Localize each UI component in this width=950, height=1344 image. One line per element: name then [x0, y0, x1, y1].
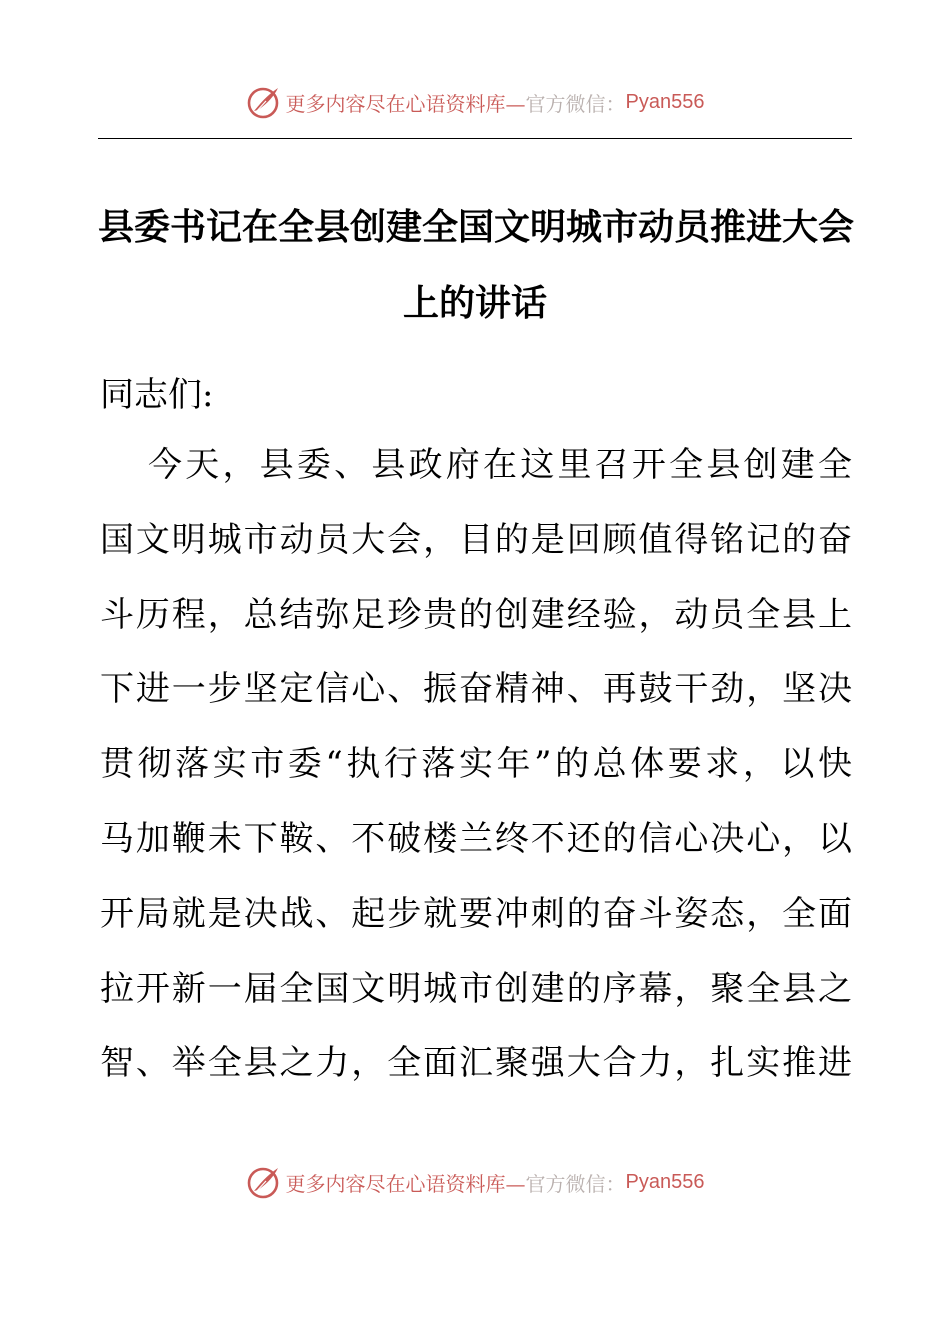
watermark-official-label: 官方微信：: [525, 91, 626, 116]
watermark-official-label: 官方微信：: [525, 1171, 626, 1196]
title-line-2: 上的讲话: [402, 283, 547, 324]
watermark-text: 更多内容尽在心语资料库—: [285, 1171, 526, 1196]
quill-logo-icon: [246, 1164, 282, 1200]
body-line: 国文明城市动员大会，目的是回顾值得铭记的奋: [100, 519, 852, 560]
body-line: 今天，县委、县政府在这里召开全县创建全: [148, 445, 852, 485]
body-paragraph: [100, 440, 852, 1113]
body-line: 下进一步坚定信心、振奋精神、再鼓干劲，坚决: [100, 669, 852, 710]
body-line: 贯彻落实市委“执行落实年”的总体要求，以快: [100, 744, 852, 785]
title-line-1: 县委书记在全县创建全国文明城市动员推进大会: [98, 207, 855, 248]
header-watermark: [0, 80, 950, 124]
body-line: 拉开新一届全国文明城市创建的序幕，聚全县之: [100, 968, 852, 1009]
greeting: 同志们:: [100, 375, 214, 415]
body-line: 马加鞭未下鞍、不破楼兰终不还的信心决心，以: [100, 818, 852, 859]
body-line: 智、举全县之力，全面汇聚强大合力，扎实推进: [100, 1043, 852, 1084]
body-line: 斗历程，总结弥足珍贵的创建经验，动员全县上: [100, 594, 852, 635]
watermark-wechat-id: Pyan556: [625, 90, 705, 113]
header-divider: [98, 138, 852, 139]
footer-watermark: [0, 1160, 950, 1204]
quill-logo-icon: [246, 84, 282, 120]
document-title: [98, 190, 855, 342]
watermark-wechat-id: Pyan556: [625, 1170, 705, 1193]
watermark-text: 更多内容尽在心语资料库—: [285, 91, 526, 116]
body-line: 开局就是决战、起步就要冲刺的奋斗姿态，全面: [100, 893, 852, 934]
